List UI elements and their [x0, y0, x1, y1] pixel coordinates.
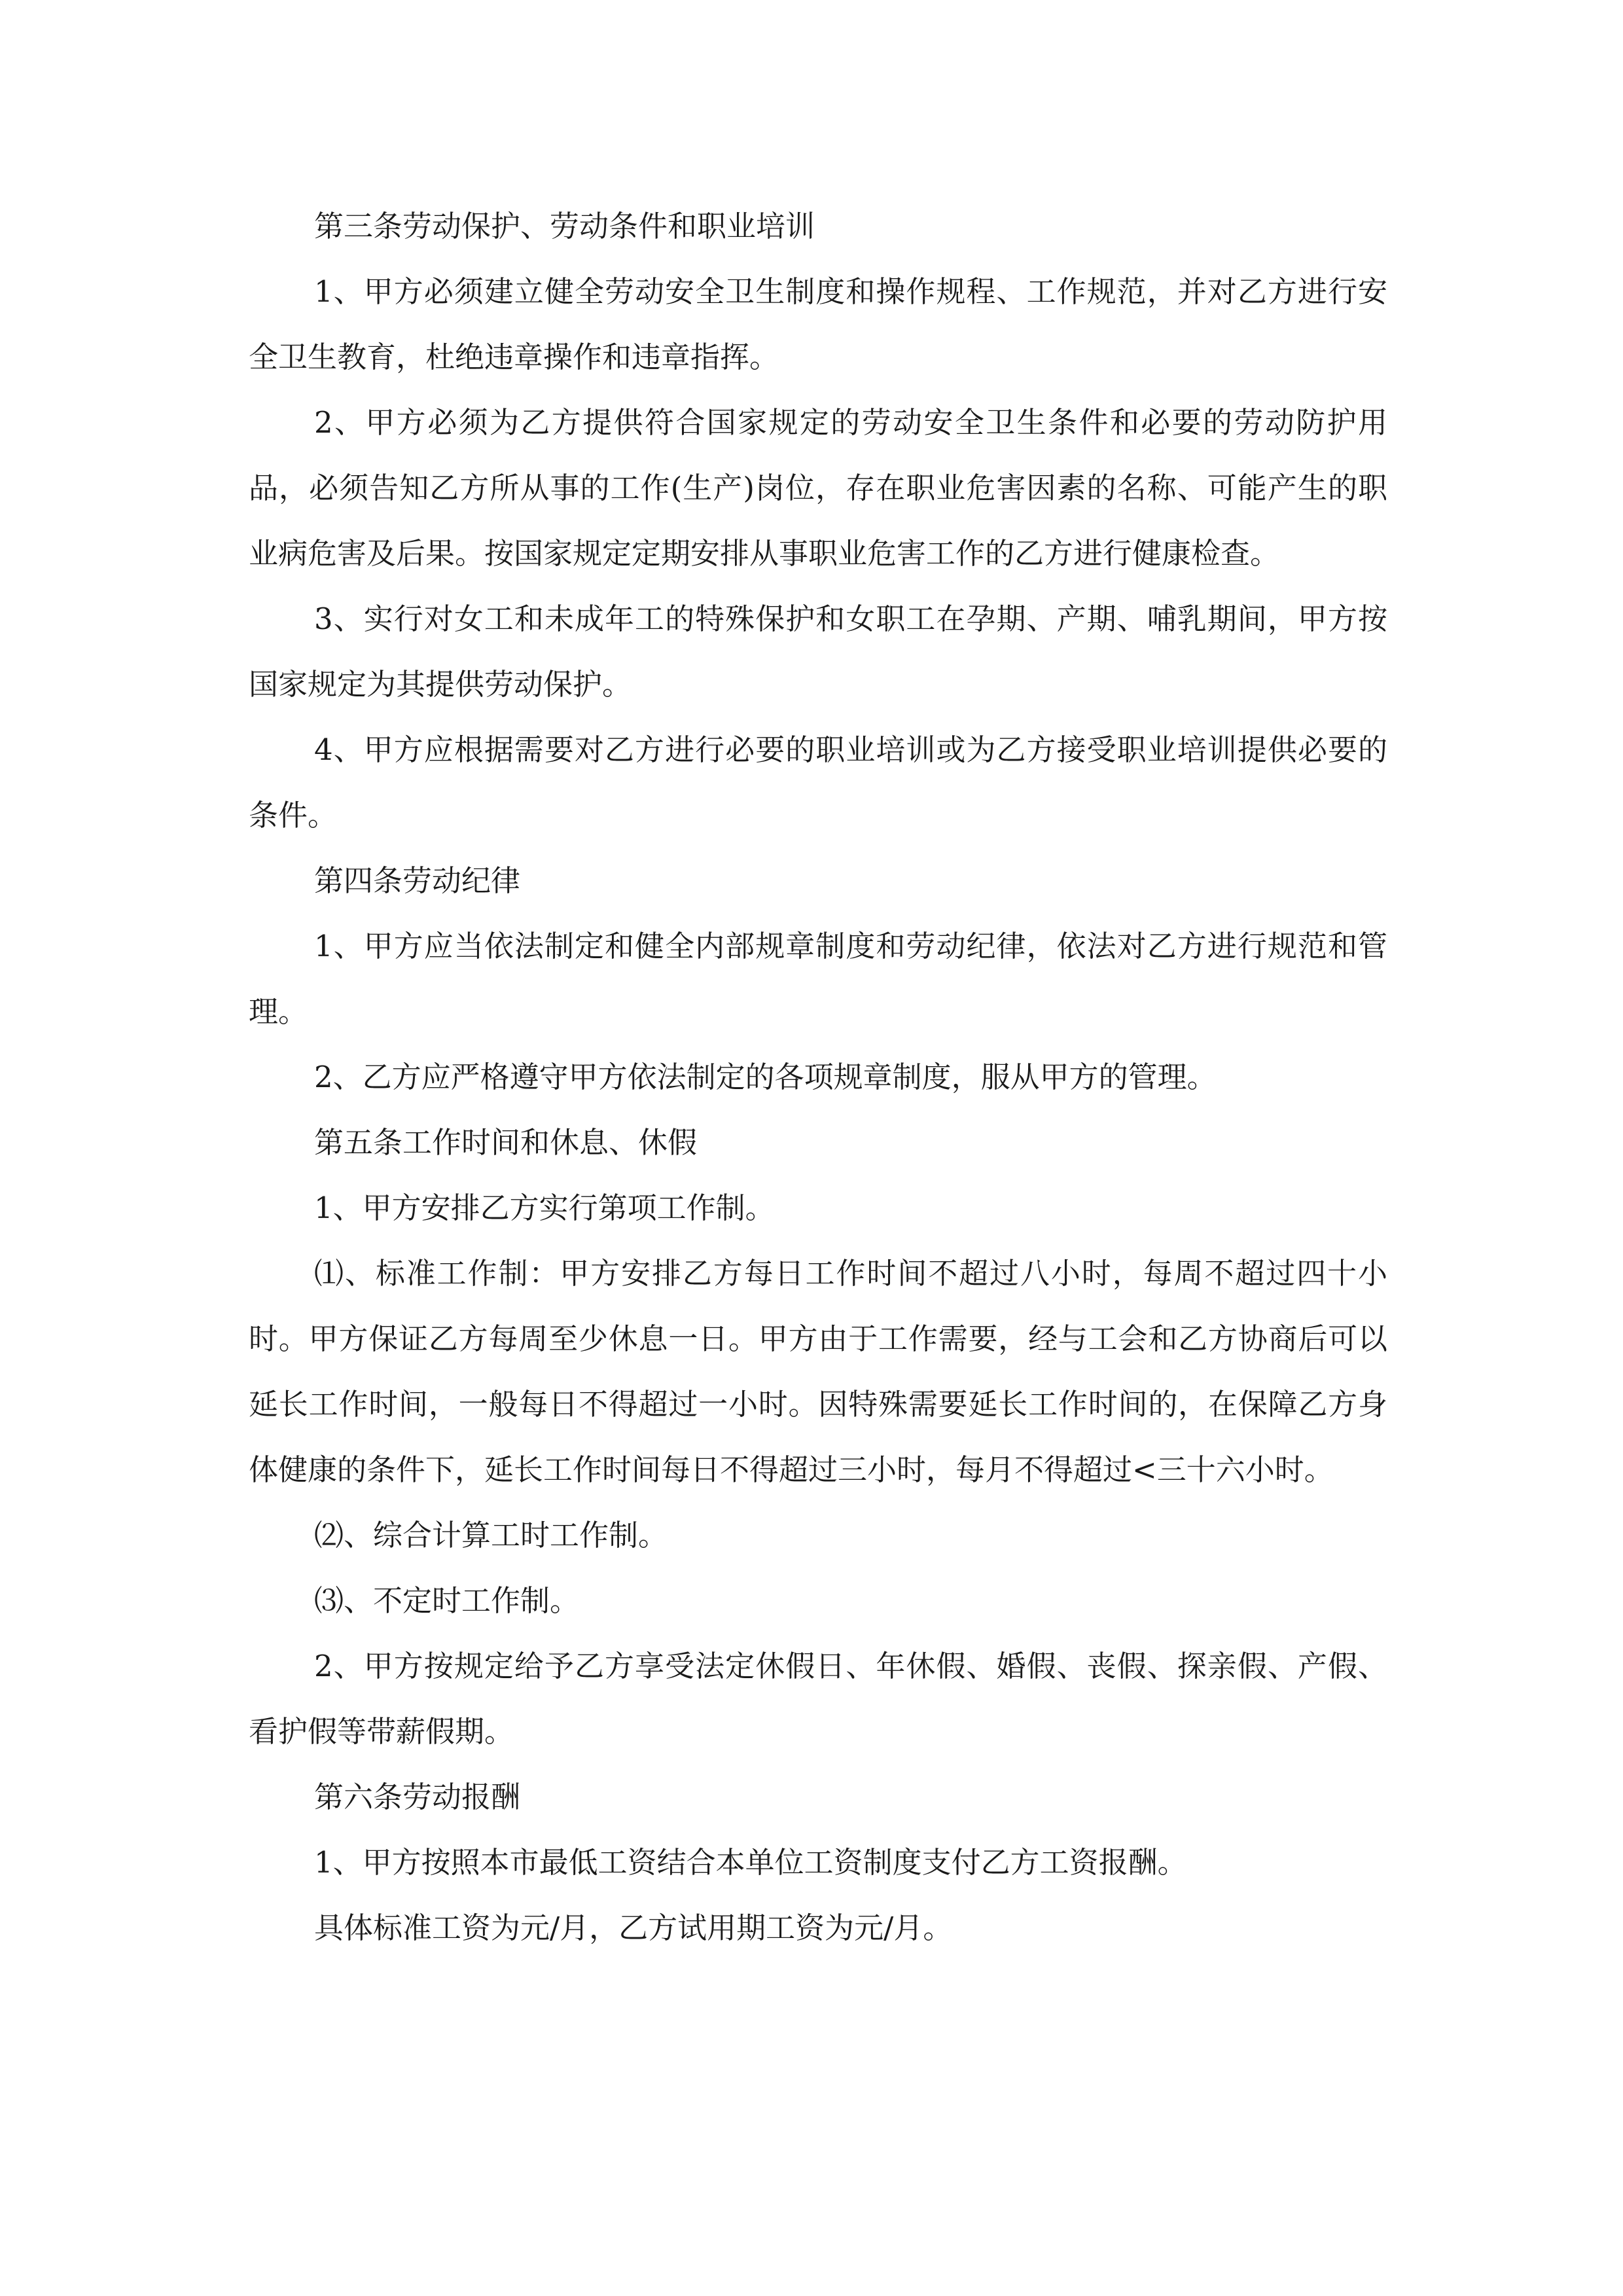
article-5-item-1: ⑴、标准工作制：甲方安排乙方每日工作时间不超过八小时，每周不超过四十小时。甲方保证乙方每周至少休息一日。甲方由于工作需要，经与工会和乙方协商后可以延长工作时间，一般每日不得超过一小时。因特殊需要延长工作时间的，在保障乙方身体健康的条件下，延长工作时间每日不得超过三小时，每月不得超过<三十六小时。: [249, 1256, 1387, 1487]
article-3-heading: 第三条劳动保护、劳动条件和职业培训: [314, 209, 815, 243]
article-3-clause-3: 3、实行对女工和未成年工的特殊保护和女职工在孕期、产期、哺乳期间，甲方按国家规定为其提供劳动保护。: [249, 601, 1387, 702]
article-5-item-3: ⑶、不定时工作制。: [314, 1583, 580, 1618]
article-5-clause-1: 1、甲方安排乙方实行第项工作制。: [314, 1191, 775, 1225]
article-5-clause-2: 2、甲方按规定给予乙方享受法定休假日、年休假、婚假、丧假、探亲假、产假、看护假等带薪假期。: [249, 1649, 1387, 1749]
document-body: [249, 194, 1387, 1961]
article-6-wage-standard: 具体标准工资为元/月，乙方试用期工资为元/月。: [314, 1910, 953, 1945]
article-5-item-2: ⑵、综合计算工时工作制。: [314, 1518, 668, 1552]
article-6-clause-1: 1、甲方按照本市最低工资结合本单位工资制度支付乙方工资报酬。: [314, 1845, 1187, 1880]
article-6-heading: 第六条劳动报酬: [314, 1780, 521, 1814]
article-3-clause-4: 4、甲方应根据需要对乙方进行必要的职业培训或为乙方接受职业培训提供必要的条件。: [249, 732, 1387, 833]
article-4-clause-1: 1、甲方应当依法制定和健全内部规章制度和劳动纪律，依法对乙方进行规范和管理。: [249, 929, 1387, 1029]
article-4-clause-2: 2、乙方应严格遵守甲方依法制定的各项规章制度，服从甲方的管理。: [314, 1060, 1217, 1094]
article-3-clause-2: 2、甲方必须为乙方提供符合国家规定的劳动安全卫生条件和必要的劳动防护用品，必须告知乙方所从事的工作(生产)岗位，存在职业危害因素的名称、可能产生的职业病危害及后果。按国家规定定期安排从事职业危害工作的乙方进行健康检查。: [249, 405, 1387, 571]
article-4-heading: 第四条劳动纪律: [314, 863, 521, 898]
article-3-clause-1: 1、甲方必须建立健全劳动安全卫生制度和操作规程、工作规范，并对乙方进行安全卫生教育，杜绝违章操作和违章指挥。: [249, 274, 1387, 374]
article-5-heading: 第五条工作时间和休息、休假: [314, 1125, 698, 1160]
